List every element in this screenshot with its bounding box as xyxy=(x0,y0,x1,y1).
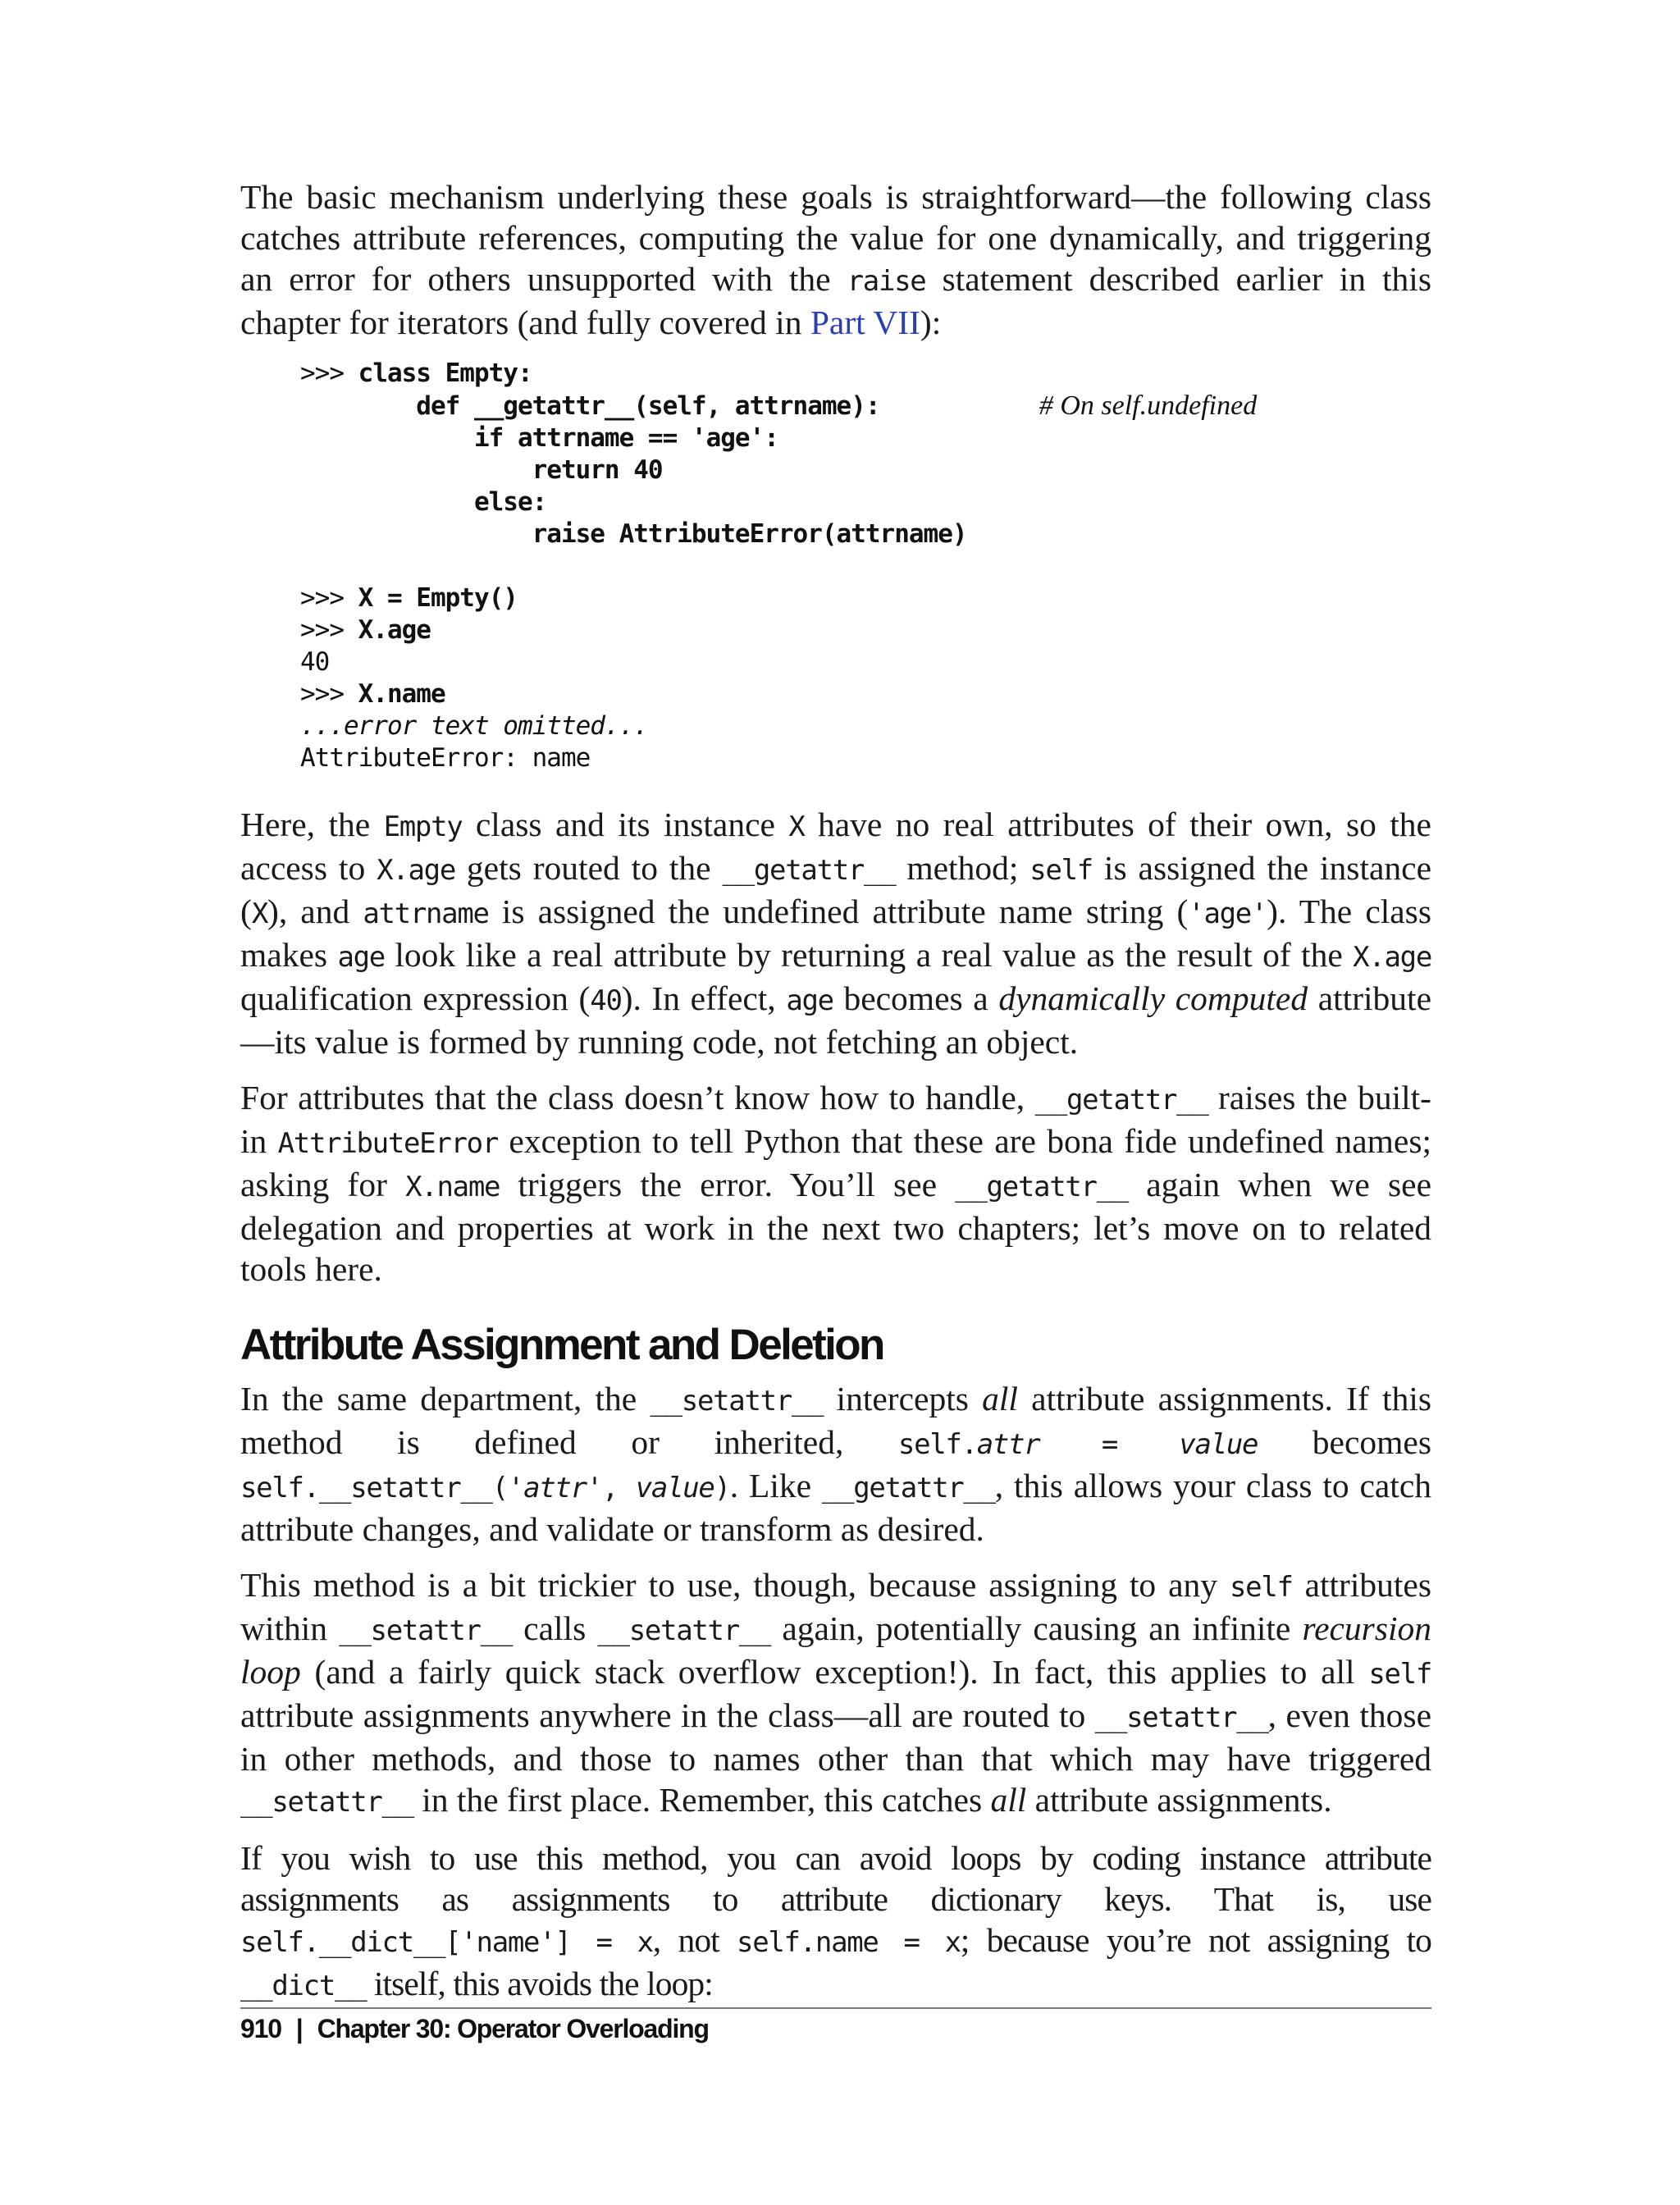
paragraph-intro: The basic mechanism underlying these goals is straightforward—the following class catches attribute references, computing the value for one dynamically, and triggering an error for others unsupported with the raise statement described earlier in this chapter for iterators (and fully covered in Part VII): xyxy=(240,178,1431,341)
code-block-getattr: >>> class Empty: def __getattr__(self, attrname): # On self.undefined if attrname == 'age': return 40 else: raise AttributeError(attrname) >>> X = Empty() >>> X.age 40 >>> X.name ...error text omitted... AttributeError: name xyxy=(300,358,1258,773)
footer-divider xyxy=(240,2007,1431,2009)
footer-separator: | xyxy=(295,2014,303,2043)
inline-code: raise xyxy=(847,265,926,298)
page-footer xyxy=(240,2014,709,2044)
paragraph-avoid-loops: If you wish to use this method, you can avoid loops by coding instance attribute assignments as assignments to attribute dictionary keys. That is, use self.__dict__['name'] = x, not self.name = x; because you’re not assigning to __dict__ itself, this avoids the loop: xyxy=(240,1839,1432,2002)
paragraph-explanation: Here, the Empty class and its instance X have no real attributes of their own, so the access to X.age gets routed to the __getattr__ method; self is assigned the instance (X), and attrname is assigned the undefined attribute name string ('age'). The class makes age look like a real attribute by returning a real value as the result of the X.age qualification expression (40). In effect, age becomes a dynamically computed attribute—its value is formed by running code, not fetching an object. xyxy=(240,806,1432,1061)
paragraph-recursion: This method is a bit trickier to use, though, because assigning to any self attributes within __setattr__ calls __setattr__ again, potentially causing an infinite recursion loop (and a fairly quick stack overflow exception!). In fact, this applies to all self attribute assignments anywhere in the class—all are routed to __setattr__, even those in other methods, and those to names other than that which may have triggered __setattr__ in the first place. Remember, this catches all attribute assignments. xyxy=(240,1566,1432,1819)
section-heading: Attribute Assignment and Deletion xyxy=(240,1321,883,1369)
page-content xyxy=(240,176,1431,2021)
chapter-title: Chapter 30: Operator Overloading xyxy=(317,2014,709,2043)
paragraph-attribute-error: For attributes that the class doesn’t know how to handle, __getattr__ raises the built-in AttributeError exception to tell Python that these are bona fide undefined names; asking for X.name triggers the error. You’ll see __getattr__ again when we see delegation and properties at work in the next two chapters; let’s move on to related tools here. xyxy=(240,1079,1431,1288)
page-number: 910 xyxy=(240,2014,281,2043)
paragraph-setattr-intro: In the same department, the __setattr__ intercepts all attribute assignments. If this method is defined or inherited, self.attr = value becomes self.__setattr__('attr', value). Like __getattr__, this allows your class to catch attribute changes, and validate or transform as desired. xyxy=(240,1380,1432,1548)
part-vii-link[interactable]: Part VII xyxy=(810,304,920,341)
code-comment: # On self.undefined xyxy=(1039,390,1258,421)
